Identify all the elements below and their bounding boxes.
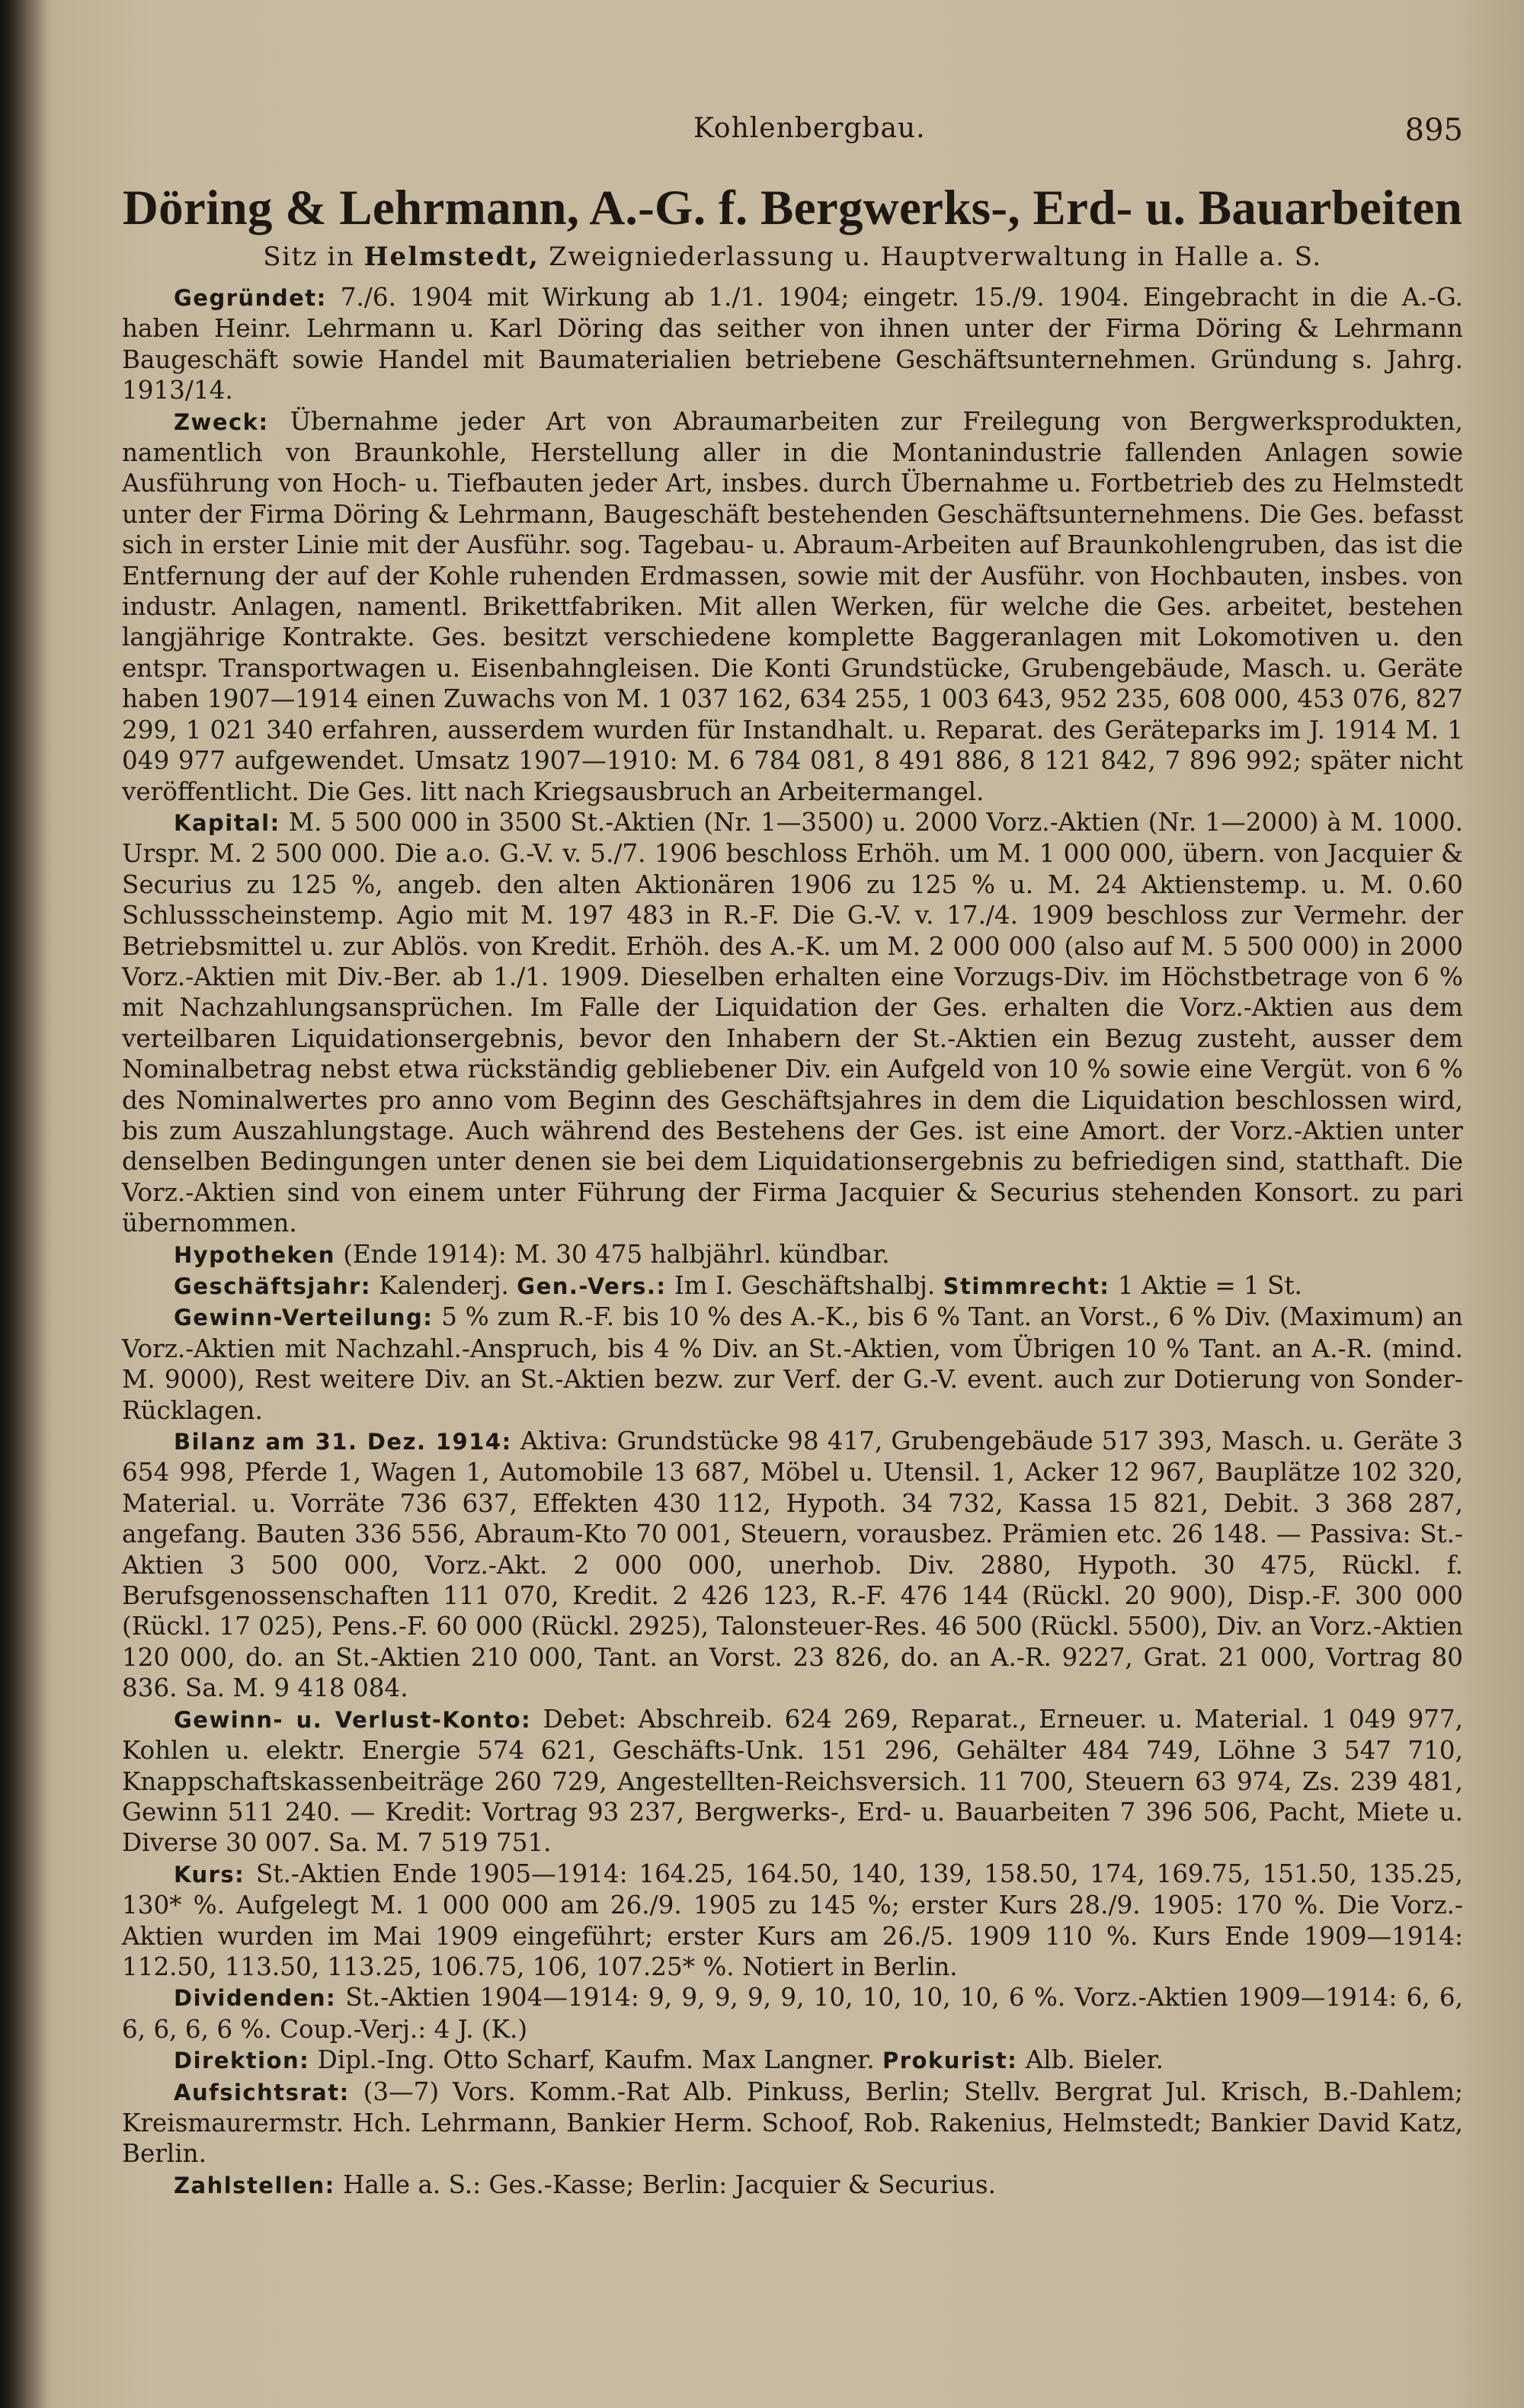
seat-rest: Zweigniederlassung u. Hauptverwaltung in Halle a. S.: [549, 242, 1322, 272]
section-label: Direktion:: [174, 2048, 310, 2074]
section-text-2: Im I. Geschäftshalbj.: [674, 1271, 936, 1300]
section-text: Halle a. S.: Ges.-Kasse; Berlin: Jacquier & Securius.: [343, 2169, 996, 2199]
company-title: Döring & Lehrmann, A.-G. f. Bergwerks-, Erd- u. Bauarbeiten: [122, 181, 1463, 235]
page-header: [122, 113, 1463, 159]
section-supervisory-board: [122, 2077, 1463, 2169]
section-text: Aktiva: Grundstücke 98 417, Grubengebäude 517 393, Masch. u. Geräte 3 654 998, Pferde 1, Wagen 1, Automobile 13 687, Möbel u. Utensil. 1, Acker 12 967, Bauplätze 102 320, Material. u. Vorräte 736 637, Effekten 430 112, Hypoth. 34 732, Kassa 15 821, Debit. 3 368 287, angefang. Bauten 336 556, Abraum-Kto 70 001, Steuern, vorausbez. Prämien etc. 26 148. — Passiva: St.-Aktien 3 500 000, Vorz.-Akt. 2 000 000, unerhob. Div. 2880, Hypoth. 30 475, Rückl. f. Berufsgenossenschaften 111 070, Kredit. 2 426 123, R.-F. 476 144 (Rückl. 20 900), Disp.-F. 300 000 (Rückl. 17 025), Pens.-F. 60 000 (Rückl. 2925), Talonsteuer-Res. 46 500 (Rückl. 5500), Div. an Vorz.-Aktien 120 000, do. an St.-Aktien 210 000, Tant. an Vorst. 23 826, do. an A.-R. 9227, Grat. 21 000, Vortrag 80 836. Sa. M. 9 418 084.: [122, 1427, 1463, 1703]
seat-city: Helmstedt,: [363, 242, 539, 272]
section-text: 5 % zum R.-F. bis 10 % des A.-K., bis 6 % Tant. an Vorst., 6 % Div. (Maximum) an Vorz.-Aktien mit Nachzahl.-Anspruch, bis 4 % Div. an St.-Aktien, vom Übrigen 10 % Tant. an A.-R. (mind. M. 9000), Rest weitere Div. an St.-Aktien bezw. zur Verf. der G.-V. event. auch zur Dotierung von Sonder-Rücklagen.: [122, 1302, 1463, 1425]
section-label-3: Stimmrecht:: [943, 1273, 1110, 1299]
page-number: 895: [1404, 113, 1463, 148]
section-text: St.-Aktien Ende 1905—1914: 164.25, 164.50, 140, 139, 158.50, 174, 169.75, 151.50, 135.25, 130* %. Aufgelegt M. 1 000 000 am 26./9. 1905 zu 145 %; erster Kurs 28./9. 1905: 170 %. Die Vorz.-Aktien wurden im Mai 1909 eingeführt; erster Kurs am 26./5. 1909 110 %. Kurs Ende 1909—1914: 112.50, 113.50, 113.25, 106.75, 106, 107.25* %. Notiert in Berlin.: [122, 1859, 1463, 1981]
section-management: [122, 2045, 1463, 2076]
section-label: Gewinn- u. Verlust-Konto:: [174, 1706, 532, 1733]
section-label: Kurs:: [174, 1861, 245, 1888]
company-seat: [122, 238, 1463, 276]
section-paying-agents: [122, 2169, 1463, 2201]
section-text-3: 1 Aktie = 1 St.: [1117, 1271, 1302, 1300]
section-text: Übernahme jeder Art von Abraumarbeiten zur Freilegung von Bergwerksprodukten, namentlich von Braunkohle, Herstellung aller in die Montanindustrie fallenden Anlagen sowie Ausführung von Hoch- u. Tiefbauten jeder Art, insbes. durch Übernahme u. Fortbetrieb des zu Helmstedt unter der Firma Döring & Lehrmann, Baugeschäft bestehenden Geschäftsunternehmens. Die Ges. befasst sich in erster Linie mit der Ausführ. sog. Tagebau- u. Abraum-Arbeiten auf Braunkohlengruben, das ist die Entfernung der auf der Kohle ruhenden Erdmassen, sowie mit der Ausführ. von Hochbauten, insbes. von industr. Anlagen, namentl. Brikettfabriken. Mit allen Werken, für welche die Ges. arbeitet, bestehen langjährige Kontrakte. Ges. besitzt verschiedene komplette Baggeranlagen mit Lokomotiven u. den entspr. Transportwagen u. Eisenbahngleisen. Die Konti Grundstücke, Grubengebäude, Masch. u. Geräte haben 1907—1914 einen Zuwachs von M. 1 037 162, 634 255, 1 003 643, 952 235, 608 000, 453 076, 827 299, 1 021 340 erfahren, ausserdem wurden für Instandhalt. u. Reparat. des Geräteparks im J. 1914 M. 1 049 977 aufgewendet. Umsatz 1907—1910: M. 6 784 081, 8 491 886, 8 121 842, 7 896 992; später nicht veröffentlicht. Die Ges. litt nach Kriegsausbruch an Arbeitermangel.: [122, 406, 1463, 806]
section-dividends: [122, 1982, 1463, 2045]
section-text: St.-Aktien 1904—1914: 9, 9, 9, 9, 9, 10, 10, 10, 10, 6 %. Vorz.-Aktien 1909—1914: 6, 6, 6, 6, 6, 6 %. Coup.-Verj.: 4 J. (K.): [122, 1983, 1463, 2044]
section-fiscal-year: [122, 1270, 1463, 1302]
section-text: Debet: Abschreib. 624 269, Reparat., Erneuer. u. Material. 1 049 977, Kohlen u. elektr. Energie 574 621, Geschäfts-Unk. 151 296, Gehälter 484 749, Löhne 3 547 710, Knappschaftskassenbeiträge 260 729, Angestellten-Reichsversich. 11 700, Steuern 63 974, Zs. 239 481, Gewinn 511 240. — Kredit: Vortrag 93 237, Bergwerks-, Erd- u. Bauarbeiten 7 396 506, Pacht, Miete u. Diverse 30 007. Sa. M. 7 519 751.: [122, 1704, 1463, 1858]
section-profit-loss: [122, 1704, 1463, 1859]
section-label: Zahlstellen:: [174, 2172, 335, 2198]
binding-shadow: [0, 0, 53, 2408]
section-text: M. 5 500 000 in 3500 St.-Aktien (Nr. 1—3500) u. 2000 Vorz.-Aktien (Nr. 1—2000) à M. 1000. Urspr. M. 2 500 000. Die a.o. G.-V. v. 5./7. 1906 beschloss Erhöh. um M. 1 000 000, übern. von Jacquier & Securius zu 125 %, angeb. den alten Aktionären 1906 zu 125 % u. M. 24 Aktienstemp. u. M. 0.60 Schlussscheinstemp. Agio mit M. 197 483 in R.-F. Die G.-V. v. 17./4. 1909 beschloss zur Vermehr. der Betriebsmittel u. zur Ablös. von Kredit. Erhöh. des A.-K. um M. 2 000 000 (also auf M. 5 500 000) in 2000 Vorz.-Aktien mit Div.-Ber. ab 1./1. 1909. Dieselben erhalten eine Vorzugs-Div. im Höchstbetrage von 6 % mit Nachzahlungsansprüchen. Im Falle der Liquidation der Ges. erhalten die Vorz.-Aktien aus dem verteilbaren Liquidationsergebnis, bevor den Inhabern der St.-Aktien ein Bezug zusteht, ausser dem Nominalbetrag nebst etwa rückständig gebliebener Div. ein Aufgeld von 10 % sowie eine Vergüt. von 6 % des Nominalwertes pro anno vom Beginn des Geschäftsjahres in dem die Liquidation beschlossen wird, bis zum Auszahlungstage. Auch während des Bestehens der Ges. ist eine Amort. der Vorz.-Aktien unter denselben Bedingungen unter denen sie bei dem Liquidationsergebnis zu befriedigen sind, statthaft. Die Vorz.-Aktien sind von einem unter Führung der Firma Jacquier & Securius stehenden Konsort. zu pari übernommen.: [122, 807, 1464, 1238]
section-label: Bilanz am 31. Dez. 1914:: [174, 1429, 512, 1455]
section-balance-sheet: [122, 1426, 1463, 1704]
section-label: Dividenden:: [174, 1985, 337, 2012]
section-text: (Ende 1914): M. 30 475 halbjährl. kündbar.: [343, 1239, 890, 1269]
section-label: Hypotheken: [174, 1241, 335, 1268]
section-text: 7./6. 1904 mit Wirkung ab 1./1. 1904; eingetr. 15./9. 1904. Eingebracht in die A.-G. haben Heinr. Lehrmann u. Karl Döring das seither von ihnen unter der Firma Döring & Lehrmann Baugeschäft sowie Handel mit Baumaterialien betriebene Geschäftsunternehmen. Gründung s. Jahrg. 1913/14.: [122, 283, 1463, 405]
section-label: Geschäftsjahr:: [174, 1273, 371, 1299]
article-body: [122, 177, 1463, 2201]
section-text: Kalenderj.: [379, 1271, 509, 1300]
section-profit-distribution: [122, 1302, 1463, 1426]
section-capital: [122, 807, 1463, 1239]
section-founded: [122, 282, 1463, 406]
section-label: Gewinn-Verteilung:: [174, 1305, 434, 1331]
section-price: [122, 1859, 1463, 1983]
section-purpose: [122, 406, 1463, 807]
section-label: Gegründet:: [174, 285, 327, 311]
section-text-2: Alb. Bieler.: [1025, 2045, 1164, 2075]
section-label: Aufsichtsrat:: [174, 2079, 350, 2105]
running-head: Kohlenbergbau.: [693, 113, 926, 144]
section-label: Zweck:: [174, 408, 269, 435]
section-label-2: Gen.-Vers.:: [517, 1273, 667, 1299]
seat-prefix: Sitz in: [263, 242, 355, 272]
section-label-2: Prokurist:: [882, 2048, 1018, 2074]
section-text: Dipl.-Ing. Otto Scharf, Kaufm. Max Langner.: [317, 2045, 875, 2075]
section-mortgages: [122, 1239, 1463, 1270]
section-text: (3—7) Vors. Komm.-Rat Alb. Pinkuss, Berlin; Stellv. Bergrat Jul. Krisch, B.-Dahlem; Kreismaurermstr. Hch. Lehrmann, Bankier Herm. Schoof, Rob. Rakenius, Helmstedt; Bankier David Katz, Berlin.: [122, 2077, 1463, 2169]
section-label: Kapital:: [174, 809, 280, 836]
